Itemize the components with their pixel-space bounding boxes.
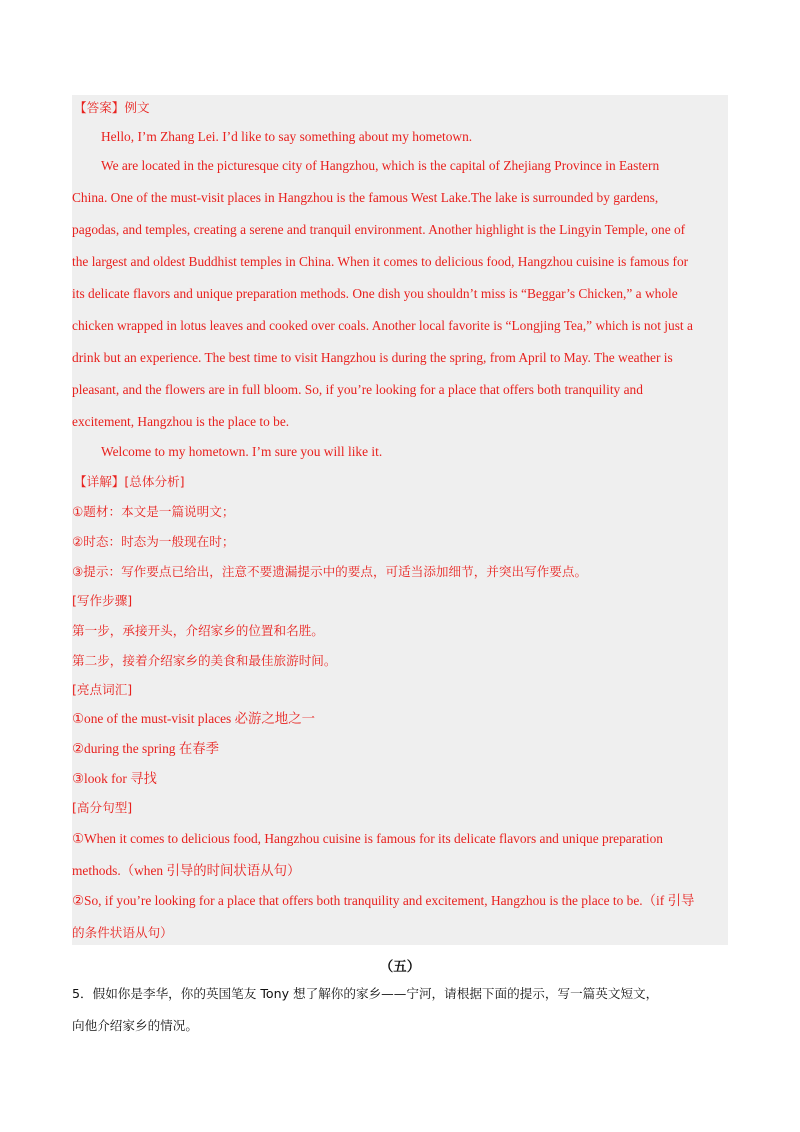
vocab-item: ②during the spring 在春季 [72,741,220,756]
essay-line: its delicate flavors and unique preparation methods. One dish you shouldn’t miss is “Beggar’s Chicken,” a whole [72,286,678,301]
explanation-item: 第一步，承接开头，介绍家乡的位置和名胜。 [72,623,324,638]
essay-line: China. One of the must-visit places in Hangzhou is the famous West Lake.The lake is surrounded by gardens, [72,190,659,205]
explanation-heading: [写作步骤] [72,593,133,608]
explanation-item: 第二步，接着介绍家乡的美食和最佳旅游时间。 [72,653,337,668]
essay-line: pagodas, and temples, creating a serene and tranquil environment. Another highlight is the Lingyin Temple, one of [72,222,686,237]
question-text: 向他介绍家乡的情况。 [72,1018,198,1033]
explanation-label: 【详解】[总体分析] [74,474,185,489]
explanation-heading: [亮点词汇] [72,682,133,697]
vocab-item: ①one of the must-visit places 必游之地之一 [72,711,315,726]
essay-line: excitement, Hangzhou is the place to be. [72,414,290,429]
essay-line: Welcome to my hometown. I’m sure you will like it. [101,444,383,459]
essay-line: chicken wrapped in lotus leaves and cooked over coals. Another local favorite is “Longjing Tea,” which is not just a [72,318,693,333]
essay-line: Hello, I’m Zhang Lei. I’d like to say something about my hometown. [101,129,473,144]
section-title: （五） [379,959,421,975]
question-text: 5．假如你是李华，你的英国笔友 Tony 想了解你的家乡——宁河，请根据下面的提示，写一篇英文短文， [72,986,659,1001]
explanation-item: ①题材：本文是一篇说明文； [72,504,235,519]
essay-line: the largest and oldest Buddhist temples in China. When it comes to delicious food, Hangzhou cuisine is famous for [72,254,689,269]
answer-label: 【答案】例文 [74,100,150,115]
explanation-item: ②时态：时态为一般现在时； [72,534,235,549]
essay-line: We are located in the picturesque city of Hangzhou, which is the capital of Zhejiang Province in Eastern [101,158,660,173]
explanation-heading: [高分句型] [72,800,133,815]
sentence-item: 的条件状语从句） [72,925,173,940]
essay-line: pleasant, and the flowers are in full bloom. So, if you’re looking for a place that offers both tranquility and [72,382,643,397]
vocab-item: ③look for 寻找 [72,771,157,786]
explanation-item: ③提示：写作要点已给出，注意不要遗漏提示中的要点，可适当添加细节，并突出写作要点。 [72,564,588,579]
essay-line: drink but an experience. The best time to visit Hangzhou is during the spring, from April to May. The weather is [72,350,673,365]
sentence-item: ②So, if you’re looking for a place that offers both tranquility and excitement, Hangzhou is the place to be.（if 引导 [72,893,695,908]
sentence-item: methods.（when 引导的时间状语从句） [72,863,301,878]
sentence-item: ①When it comes to delicious food, Hangzhou cuisine is famous for its delicate flavors and unique preparation [72,831,663,846]
